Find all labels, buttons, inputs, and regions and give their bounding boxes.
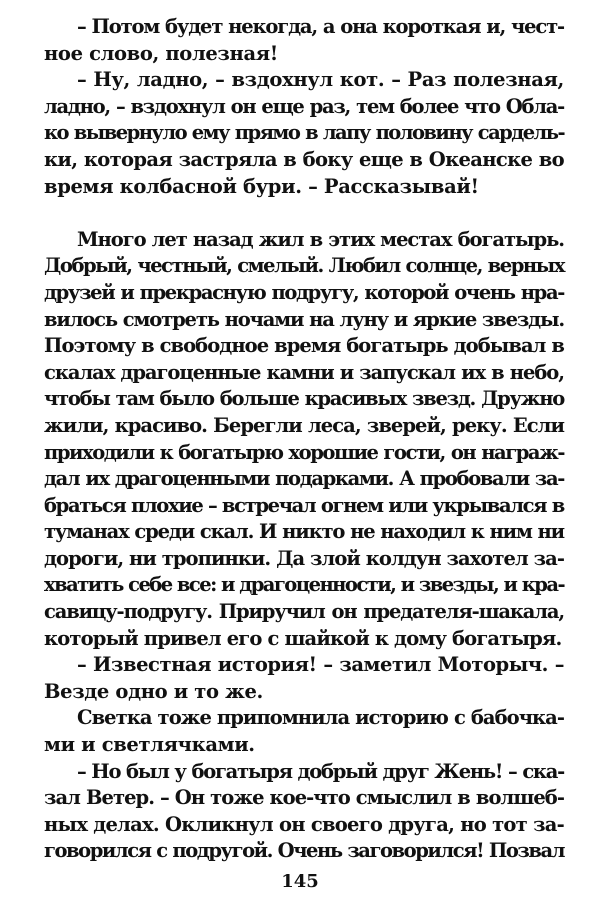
text-line: друзей и прекрасную подругу, которой очень нра- — [44, 280, 564, 304]
text-line: Светка тоже припомнила историю с бабочка- — [77, 706, 564, 730]
text-line: Поэтому в свободное время богатырь добывал в — [44, 334, 564, 358]
text-line: скалах драгоценные камни и запускал их в небо, — [44, 360, 564, 384]
text-line: время колбасной бури. – Рассказывай! — [44, 174, 479, 198]
text-line: ладно, – вздохнул он еще раз, тем более что Обла- — [44, 94, 564, 118]
text-line: Много лет назад жил в этих местах богатырь. — [77, 227, 564, 251]
text-line: хватить себе все: и драгоценности, и звезды, и кра- — [44, 573, 564, 597]
text-line: зал Ветер. – Он тоже кое-что смыслил в волшеб- — [44, 786, 564, 810]
text-line: ми и светлячками. — [44, 733, 255, 757]
text-line: Добрый, честный, смелый. Любил солнце, верных — [44, 254, 564, 278]
text-line: дороги, ни тропинки. Да злой колдун захотел за- — [44, 546, 564, 570]
page-number: 145 — [281, 871, 319, 892]
text-line: – Потом будет некогда, а она короткая и, чест- — [77, 15, 564, 38]
text-line: ное слово, полезная! — [44, 41, 278, 65]
text-line: – Но был у богатыря добрый друг Жень! – ска- — [77, 759, 564, 783]
text-line: – Ну, ладно, – вздохнул кот. – Раз полезная, — [77, 68, 564, 92]
text-line: вилось смотреть ночами на луну и яркие звезды. — [44, 307, 564, 331]
text-line: приходили к богатырю хорошие гости, он награж- — [44, 440, 564, 464]
text-line: ных делах. Окликнул он своего друга, но тот за- — [44, 812, 564, 836]
text-line: Везде одно и то же. — [44, 679, 263, 703]
text-line: савицу-подругу. Приручил он предателя-шакала, — [44, 600, 564, 624]
text-line: ки, которая застряла в боку еще в Океанске во — [44, 147, 564, 171]
text-line: дал их драгоценными подарками. А пробовали за- — [44, 467, 564, 491]
paragraph-gap — [44, 200, 564, 227]
text-line: чтобы там было больше красивых звезд. Дружно — [44, 387, 564, 411]
text-line: браться плохие – встречал огнем или укрывался в — [44, 493, 564, 517]
page-text — [44, 14, 564, 865]
text-line: – Известная история! – заметил Моторыч. – — [77, 653, 564, 677]
text-line: который привел его с шайкой к дому богатыря. — [44, 626, 562, 650]
text-line: жили, красиво. Берегли леса, зверей, реку. Если — [44, 413, 564, 437]
text-line: ко вывернуло ему прямо в лапу половину сардель- — [44, 121, 564, 145]
text-line: говорился с подругой. Очень заговорился! Позвал — [44, 839, 564, 863]
text-line: туманах среди скал. И никто не находил к ним ни — [44, 520, 564, 544]
